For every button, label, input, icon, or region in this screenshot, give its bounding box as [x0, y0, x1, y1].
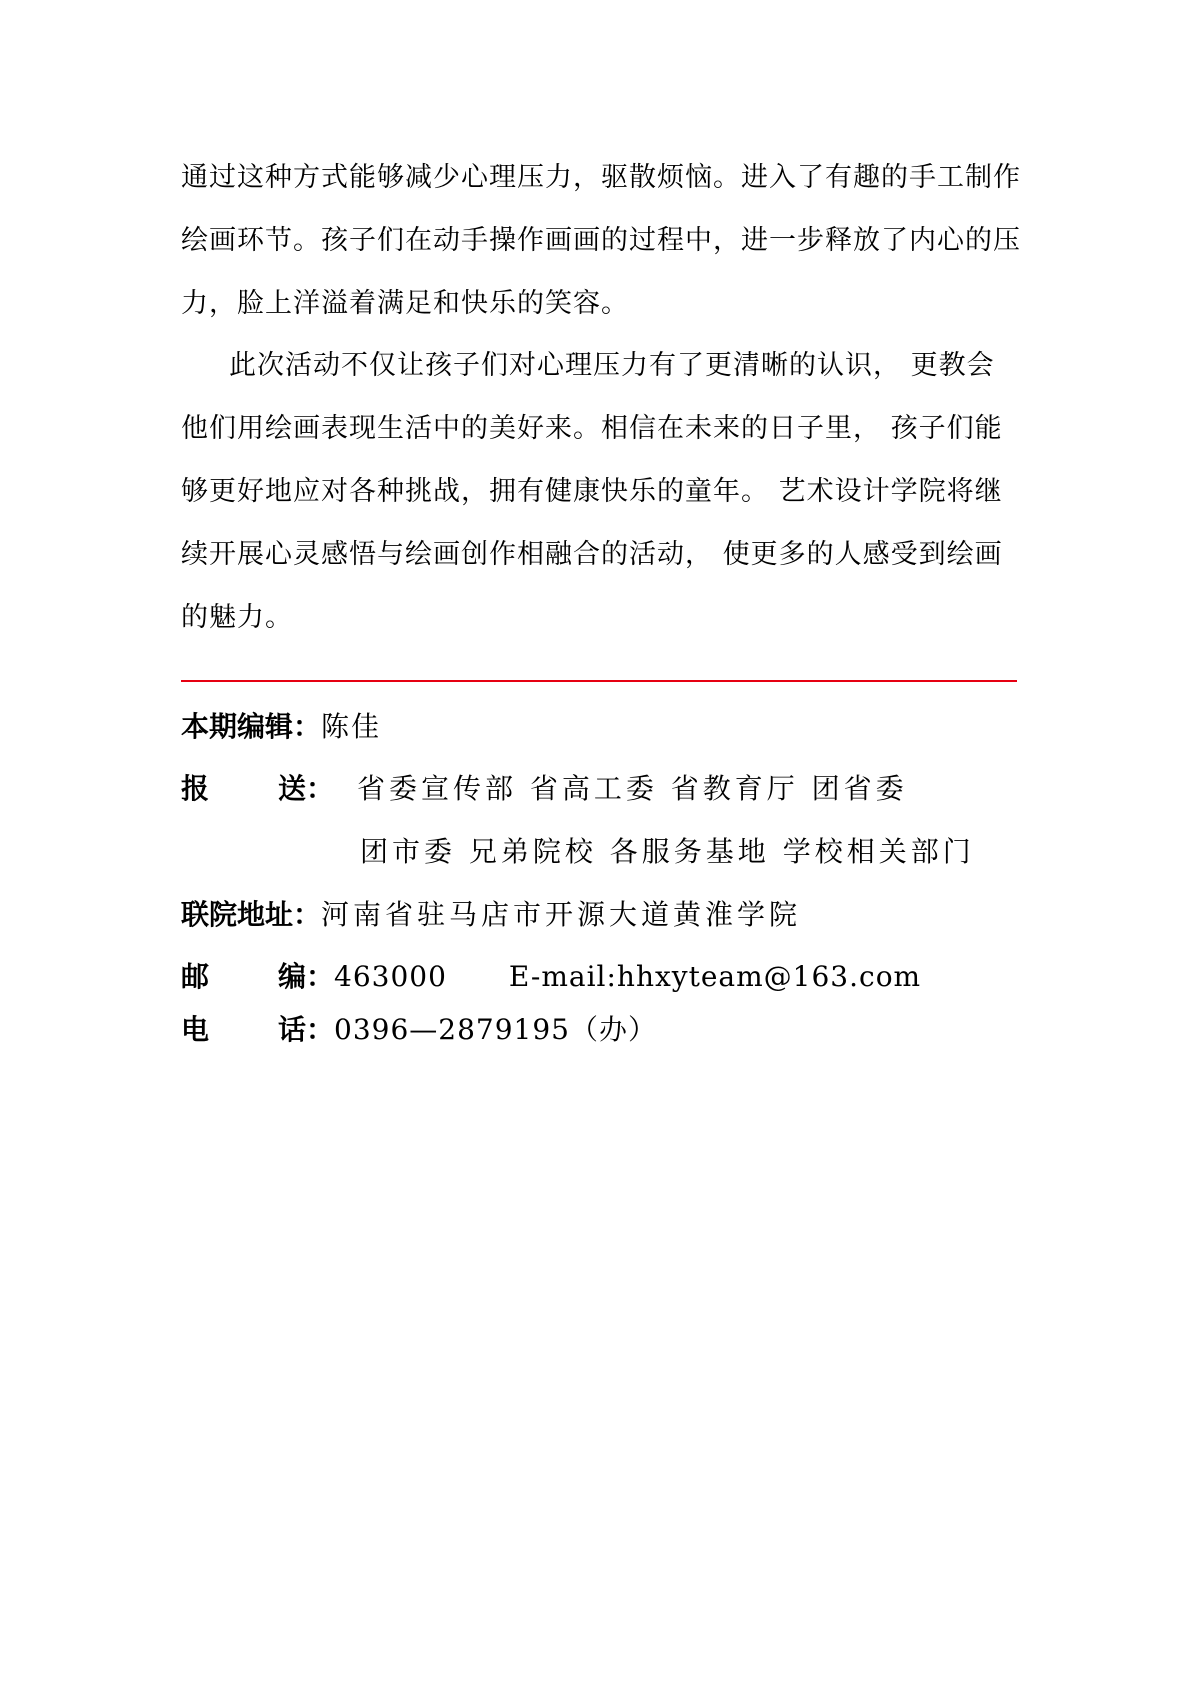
send-to-label-char2: 送：: [278, 772, 335, 805]
address-value: 河南省驻马店市开源大道黄淮学院: [321, 898, 802, 931]
send-to-label-char1: 报: [181, 772, 210, 805]
paragraph-line: 够更好地应对各种挑战，拥有健康快乐的童年。 艺术设计学院将继: [181, 476, 1003, 507]
address-row: [181, 893, 1081, 933]
phone-row: [181, 1008, 1081, 1048]
paragraph-line: 绘画环节。孩子们在动手操作画画的过程中，进一步释放了内心的压: [181, 225, 1021, 256]
postcode-value: 463000: [334, 960, 447, 993]
paragraph-line: 的魅力。: [181, 602, 293, 633]
red-divider-line: [181, 680, 1017, 682]
postcode-label-char2: 编：: [278, 960, 335, 993]
paragraph-line: 此次活动不仅让孩子们对心理压力有了更清晰的认识， 更教会: [229, 350, 995, 381]
paragraph-line: 他们用绘画表现生活中的美好来。相信在未来的日子里， 孩子们能: [181, 413, 1003, 444]
send-to-line-1: 省委宣传部 省高工委 省教育厅 团省委: [356, 772, 908, 805]
send-to-row: [181, 767, 1081, 807]
body-paragraph-2: [181, 334, 1021, 649]
phone-label-char1: 电: [181, 1013, 210, 1046]
address-label: 联院地址：: [181, 898, 322, 931]
editor-value: 陈佳: [321, 710, 382, 743]
send-to-row-continued: [360, 830, 1191, 870]
email-address: E-mail:hhxyteam@163.com: [508, 960, 922, 993]
paragraph-line: 力，脸上洋溢着满足和快乐的笑容。: [181, 288, 629, 319]
editor-label: 本期编辑：: [181, 710, 322, 743]
phone-label-char2: 话：: [278, 1013, 335, 1046]
body-paragraph-1: [181, 146, 1021, 335]
phone-value: 0396—2879195（办）: [334, 1013, 657, 1046]
paragraph-line: 续开展心灵感悟与绘画创作相融合的活动， 使更多的人感受到绘画: [181, 539, 1003, 570]
postcode-label-char1: 邮: [181, 960, 210, 993]
editor-row: [181, 705, 1081, 745]
paragraph-line: 通过这种方式能够减少心理压力，驱散烦恼。进入了有趣的手工制作: [181, 162, 1021, 193]
postcode-row: [181, 955, 1081, 995]
send-to-line-2: 团市委 兄弟院校 各服务基地 学校相关部门: [360, 835, 975, 868]
